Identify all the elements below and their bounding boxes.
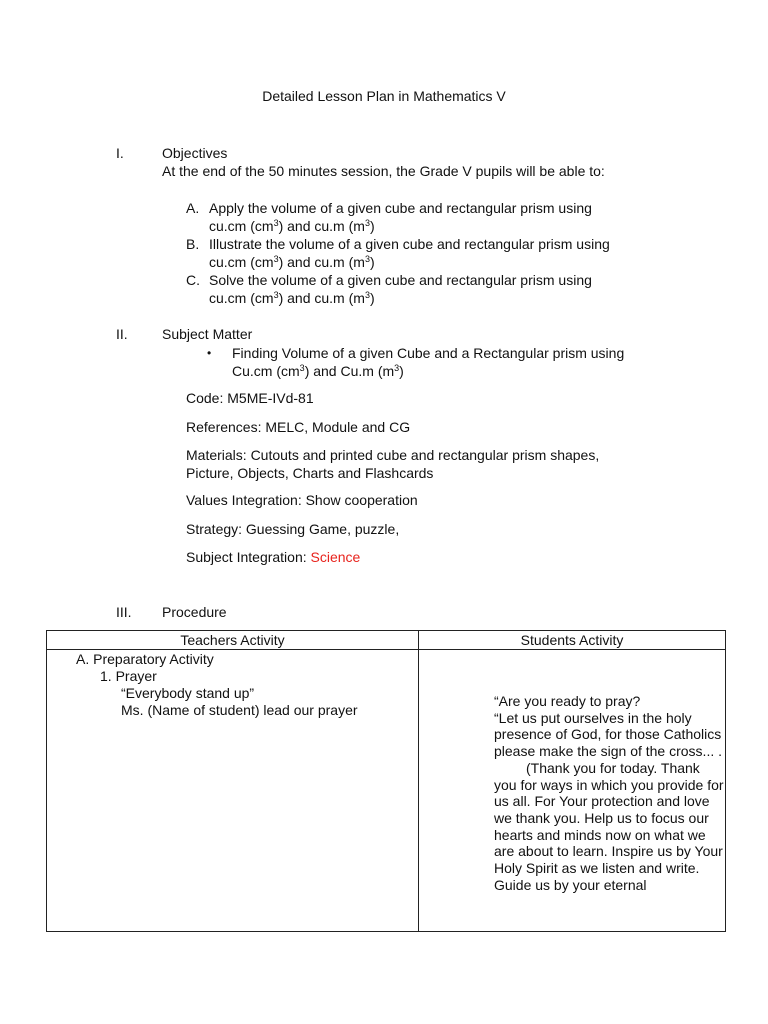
code-line: Code: M5ME-IVd-81 bbox=[186, 390, 314, 406]
teacher-line-2: Ms. (Name of student) lead our prayer bbox=[121, 702, 358, 718]
bullet-icon: • bbox=[207, 346, 212, 360]
students-line-3: (Thank you for today. Thank you for ways in which you provide for us all. For Your protection and love we thank you. Help us to focus our hearts and minds now on what we are about to learn. Inspire us by Your Holy Spirit as we listen and write. Guide us by your eternal bbox=[494, 759, 724, 893]
topic-units: Cu.cm $(cm^3)$ and Cu.m $(m^3)$ bbox=[232, 363, 404, 379]
objective-a-units: cu.cm $(cm^3)$ and cu.m $(m^3)$ bbox=[209, 218, 375, 234]
objective-b-text: Illustrate the volume of a given cube and rectangular prism using bbox=[209, 236, 610, 252]
section-numeral-subject-matter: II. bbox=[116, 326, 128, 342]
teacher-activity-cell bbox=[47, 650, 419, 932]
objective-b-letter: B. bbox=[186, 236, 200, 252]
prayer-item: 1. Prayer bbox=[100, 668, 157, 684]
objective-c-letter: C. bbox=[186, 272, 200, 288]
students-prayer-text bbox=[494, 693, 724, 893]
students-activity-cell bbox=[419, 650, 726, 932]
subject-integration-value: Science bbox=[310, 549, 361, 565]
topic-line: Finding Volume of a given Cube and a Rectangular prism using bbox=[232, 345, 625, 361]
preparatory-activity-heading: A. Preparatory Activity bbox=[76, 651, 214, 667]
students-line-1: “Are you ready to pray? bbox=[494, 693, 641, 709]
objective-a-letter: A. bbox=[186, 200, 200, 216]
col-header-students: Students Activity bbox=[419, 631, 726, 650]
objective-c-text: Solve the volume of a given cube and rectangular prism using bbox=[209, 272, 592, 288]
section-numeral-objectives: I. bbox=[116, 145, 124, 161]
materials-line-2: Picture, Objects, Charts and Flashcards bbox=[186, 465, 434, 481]
page-title: Detailed Lesson Plan in Mathematics V bbox=[262, 88, 506, 104]
procedure-table-header bbox=[47, 631, 726, 650]
strategy-line: Strategy: Guessing Game, puzzle, bbox=[186, 521, 400, 537]
col-header-teacher: Teachers Activity bbox=[47, 631, 419, 650]
references-line: References: MELC, Module and CG bbox=[186, 419, 411, 435]
procedure-table bbox=[46, 630, 726, 932]
students-line-2: “Let us put ourselves in the holy presence of God, for those Catholics please make the sign of the cross... . bbox=[494, 709, 723, 760]
materials-line-1: Materials: Cutouts and printed cube and rectangular prism shapes, bbox=[186, 447, 600, 463]
values-line: Values Integration: Show cooperation bbox=[186, 492, 418, 508]
section-numeral-procedure: III. bbox=[116, 604, 132, 620]
procedure-heading: Procedure bbox=[162, 604, 227, 620]
subject-matter-heading: Subject Matter bbox=[162, 326, 253, 342]
objectives-intro: At the end of the 50 minutes session, the Grade V pupils will be able to: bbox=[162, 163, 605, 179]
objective-a-text: Apply the volume of a given cube and rectangular prism using bbox=[209, 200, 592, 216]
objective-c-units: cu.cm $(cm^3)$ and cu.m $(m^3)$ bbox=[209, 290, 375, 306]
procedure-table-row bbox=[47, 650, 726, 932]
objective-b-units: cu.cm $(cm^3)$ and cu.m $(m^3)$ bbox=[209, 254, 375, 270]
objectives-heading: Objectives bbox=[162, 145, 228, 161]
teacher-line-1: “Everybody stand up” bbox=[121, 685, 255, 701]
subject-integration-line: Subject Integration: Science bbox=[186, 549, 361, 565]
